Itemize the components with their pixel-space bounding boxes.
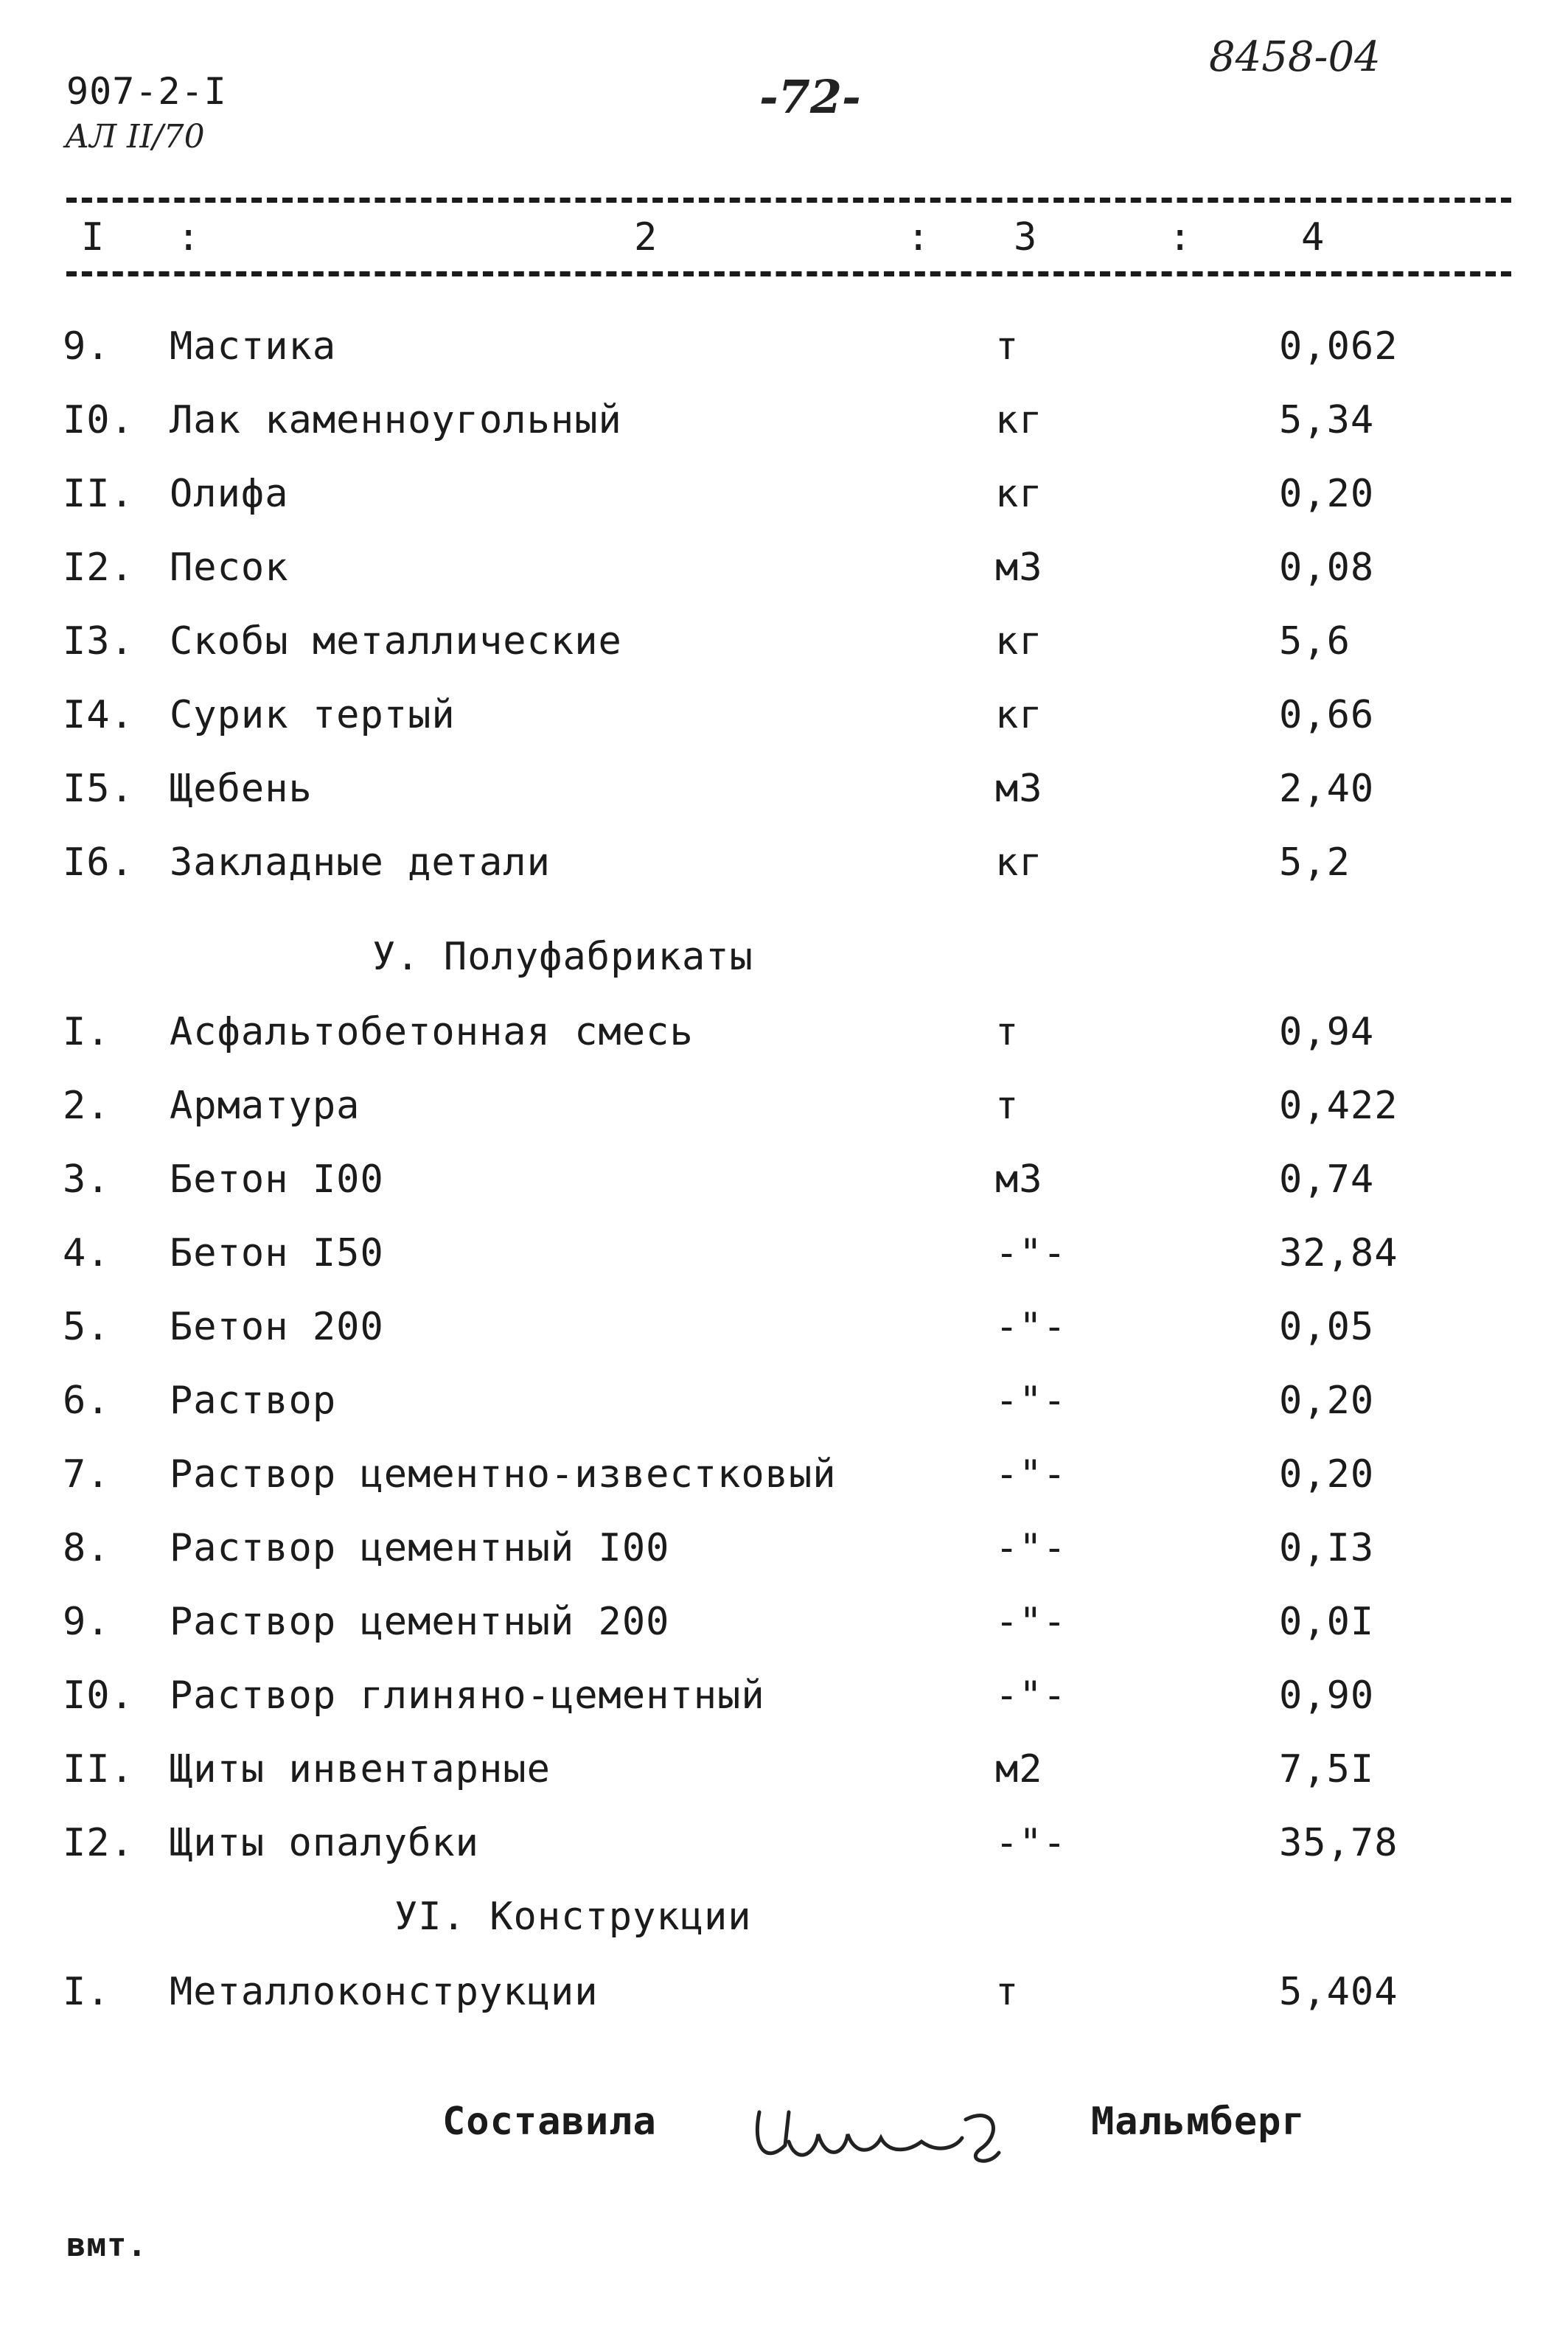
row-number: 9. [63,1600,111,1644]
row-unit: т [995,324,1020,369]
row-number: I2. [63,546,134,590]
column-separator: : [907,215,931,260]
row-number: I0. [63,398,134,442]
row-quantity: 5,2 [1279,840,1351,885]
row-quantity: 0,422 [1279,1084,1398,1128]
row-unit: м2 [995,1747,1043,1791]
section-title: УI. Конструкции [394,1895,752,1939]
row-quantity: 35,78 [1279,1821,1398,1865]
column-2-header: 2 [634,215,658,260]
row-unit: -"- [995,1673,1067,1718]
column-4-header: 4 [1301,215,1325,260]
row-number: I5. [63,767,134,811]
row-unit: м3 [995,767,1043,811]
row-number: 2. [63,1084,111,1128]
row-unit: -"- [995,1821,1067,1865]
section-title: У. Полуфабрикаты [372,935,753,979]
row-quantity: 0,74 [1279,1157,1375,1202]
row-unit: -"- [995,1600,1067,1644]
row-unit: кг [995,840,1043,885]
header-rule-top [66,198,1511,203]
compiled-by-label: Составила [442,2100,657,2144]
row-name: Раствор цементный 200 [170,1600,670,1644]
row-quantity: 0,062 [1279,324,1398,369]
row-quantity: 0,I3 [1279,1526,1375,1570]
row-name: Лак каменноугольный [170,398,622,442]
row-name: Раствор глиняно-цементный [170,1673,765,1718]
header-rule-bottom [66,271,1511,276]
handwritten-signature [745,2083,1039,2186]
row-number: I2. [63,1821,134,1865]
row-name: Раствор цементно-известковый [170,1452,837,1497]
album-number: АЛ II/70 [65,118,205,156]
row-quantity: 32,84 [1279,1231,1398,1275]
row-number: 7. [63,1452,111,1497]
row-unit: т [995,1970,1020,2014]
row-quantity: 0,90 [1279,1673,1375,1718]
row-quantity: 0,20 [1279,472,1375,516]
row-name: Щебень [170,767,313,811]
row-quantity: 0,0I [1279,1600,1375,1644]
row-number: 8. [63,1526,111,1570]
row-name: Скобы металлические [170,619,622,663]
row-name: Закладные детали [170,840,551,885]
document-code: 907-2-I [66,70,227,113]
row-unit: кг [995,619,1043,663]
row-name: Раствор цементный I00 [170,1526,670,1570]
row-number: 5. [63,1305,111,1349]
row-unit: -"- [995,1379,1067,1423]
row-quantity: 5,34 [1279,398,1375,442]
row-unit: -"- [995,1526,1067,1570]
row-name: Металлоконструкции [170,1970,599,2014]
row-unit: м3 [995,546,1043,590]
row-unit: кг [995,472,1043,516]
row-name: Бетон I50 [170,1231,384,1275]
row-number: I6. [63,840,134,885]
row-number: I. [63,1970,111,2014]
row-quantity: 0,05 [1279,1305,1375,1349]
row-quantity: 7,5I [1279,1747,1375,1791]
row-unit: м3 [995,1157,1043,1202]
row-unit: кг [995,693,1043,737]
row-number: II. [63,1747,134,1791]
compiler-name: Мальмберг [1091,2100,1306,2144]
row-quantity: 0,20 [1279,1452,1375,1497]
row-unit: т [995,1010,1020,1054]
row-name: Асфальтобетонная смесь [170,1010,694,1054]
row-number: I0. [63,1673,134,1718]
row-quantity: 0,08 [1279,546,1375,590]
row-number: I4. [63,693,134,737]
row-number: II. [63,472,134,516]
column-3-header: 3 [1014,215,1038,260]
row-unit: -"- [995,1231,1067,1275]
row-name: Щиты инвентарные [170,1747,551,1791]
column-separator: : [177,215,201,260]
row-name: Арматура [170,1084,360,1128]
typist-mark: вмт. [66,2226,147,2264]
row-unit: -"- [995,1305,1067,1349]
row-quantity: 0,94 [1279,1010,1375,1054]
row-quantity: 2,40 [1279,767,1375,811]
page-number: -72- [759,70,861,124]
row-name: Бетон I00 [170,1157,384,1202]
row-name: Олифа [170,472,289,516]
row-quantity: 0,20 [1279,1379,1375,1423]
row-number: 9. [63,324,111,369]
row-number: I. [63,1010,111,1054]
row-number: I3. [63,619,134,663]
row-unit: кг [995,398,1043,442]
column-1-header: I [81,215,105,260]
row-number: 6. [63,1379,111,1423]
row-name: Мастика [170,324,337,369]
row-quantity: 5,404 [1279,1970,1398,2014]
row-name: Раствор [170,1379,337,1423]
column-separator: : [1168,215,1193,260]
row-name: Щиты опалубки [170,1821,479,1865]
row-unit: т [995,1084,1020,1128]
row-unit: -"- [995,1452,1067,1497]
row-quantity: 5,6 [1279,619,1351,663]
row-name: Песок [170,546,289,590]
row-number: 3. [63,1157,111,1202]
row-name: Сурик тертый [170,693,456,737]
row-name: Бетон 200 [170,1305,384,1349]
row-number: 4. [63,1231,111,1275]
row-quantity: 0,66 [1279,693,1375,737]
inventory-number: 8458-04 [1209,33,1381,81]
